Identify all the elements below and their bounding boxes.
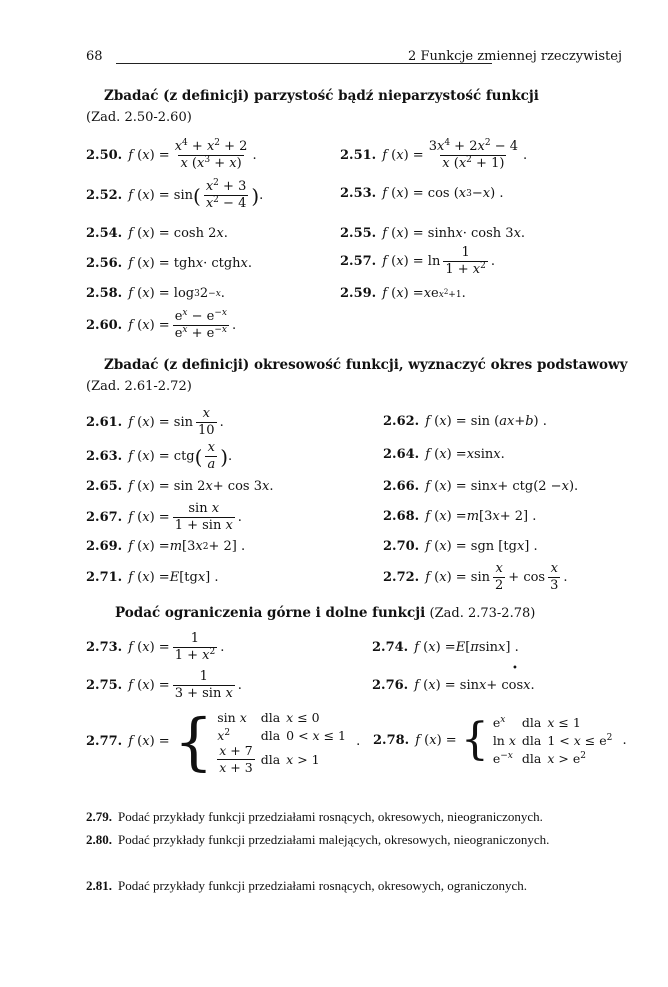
fraction: $\frac{x}{a}$	[207, 440, 216, 472]
exercise-number: 2.53.	[340, 186, 377, 201]
exercise-number: 2.51.	[340, 148, 377, 163]
formula: f	[128, 148, 134, 163]
formula: f	[128, 539, 134, 554]
exercise-2-65: 2.65. f ( x ) = sin 2 x + cos 3 x .	[86, 479, 274, 494]
formula: f	[425, 447, 431, 462]
formula: f	[128, 479, 134, 494]
formula: f	[128, 286, 134, 301]
formula: f	[414, 640, 420, 655]
exercise-number: 2.52.	[86, 188, 123, 203]
task-number: 2.80.	[86, 832, 112, 847]
exercise-2-67: 2.67. f ( x ) = $\frac{\text{sin x}}{\text{1 + sin x}}$ .	[86, 501, 242, 533]
exercise-2-58: 2.58. f ( x ) = log 3 2 −x .	[86, 286, 225, 301]
exercise-number: 2.78.	[373, 732, 410, 748]
exercise-2-51: 2.51. f ( x ) = $\frac{3x^4 + 2x^2 - 4}{x (x^2 + 1)}$ .	[340, 138, 528, 171]
formula: f	[382, 148, 388, 163]
formula: f	[128, 734, 134, 749]
exercise-number: 2.62.	[383, 414, 420, 429]
formula: f	[382, 286, 388, 301]
exercise-number: 2.74.	[372, 640, 409, 655]
exercise-2-71: 2.71. f ( x ) = E [tg x ] .	[86, 570, 219, 585]
exercise-number: 2.57.	[340, 254, 377, 269]
formula: f	[425, 539, 431, 554]
fraction: $\frac{1}{1 + x^2}$	[174, 631, 216, 663]
exercise-number: 2.64.	[383, 447, 420, 462]
exercise-2-73: 2.73. f ( x ) = $\frac{1}{1 + x^2}$ .	[86, 631, 225, 663]
exercise-number: 2.60.	[86, 318, 123, 333]
exercise-2-68: 2.68. f ( x ) = m [3 x + 2] .	[383, 509, 537, 524]
exercise-2-69: 2.69. f ( x ) = m [3 x 2 + 2] .	[86, 539, 246, 554]
formula: f	[128, 318, 134, 333]
formula: f	[128, 188, 134, 203]
task-number: 2.79.	[86, 809, 112, 824]
task-2-81	[86, 874, 630, 897]
formula: f	[382, 226, 388, 241]
piecewise-definition: { sin x dla x ≤ 0 $x^2$ dla 0 < x ≤ 1 $\frac{x + 7}{x + 3}$ dla x > 1	[173, 704, 346, 778]
exercise-2-57: 2.57. f ( x ) = ln $\frac{1}{1 + x^2}$ .	[340, 245, 495, 277]
formula: f	[128, 449, 134, 464]
exercise-number: 2.66.	[383, 479, 420, 494]
exercise-2-62: 2.62. f ( x ) = sin ( ax + b ) .	[383, 414, 547, 429]
fraction: $\frac{x^2 + 3}{x^2 - 4}$	[205, 178, 247, 211]
fraction: $\frac{3x^4 + 2x^2 - 4}{x (x^2 + 1)}$	[428, 138, 518, 171]
exercise-number: 2.72.	[383, 570, 420, 585]
formula: f	[425, 509, 431, 524]
task-number: 2.81.	[86, 878, 112, 893]
exercise-number: 2.71.	[86, 570, 123, 585]
formula: f	[128, 570, 134, 585]
exercise-2-75: 2.75. f ( x ) = $\frac{1}{\text{3 + sin x}}$ .	[86, 669, 242, 701]
section2-range: (Zad. 2.61-2.72)	[86, 379, 192, 394]
exercise-2-74: 2.74. f ( x ) = E [ π sin x ] .	[372, 640, 519, 655]
exercise-2-78: 2.78. f ( x ) = { $e^x$ dla x ≤ 1 ln x dla $1 < x \le e^2$ $e^{-x}$ dla $x > e^2$ .	[373, 714, 627, 766]
task-2-80	[86, 828, 630, 851]
fraction: $\frac{x}{2}$	[495, 561, 504, 593]
exercise-2-76: 2.76. f ( x ) = sin x + cos x .	[372, 678, 535, 693]
task-text: Podać przykłady funkcji przedziałami rosnących, okresowych, nieograniczonych.	[118, 809, 543, 824]
exercise-number: 2.77.	[86, 734, 123, 749]
exercise-2-55: 2.55. f ( x ) = sinh x · cosh 3 x .	[340, 226, 526, 241]
fraction: $\frac{1}{1 + x^2}$	[445, 245, 486, 277]
chapter-title: 2 Funkcje zmiennej rzeczywistej	[408, 49, 622, 64]
exercise-number: 2.58.	[86, 286, 123, 301]
exercise-2-70: 2.70. f ( x ) = sgn [tg x ] .	[383, 539, 538, 554]
fraction: $\frac{\text{sin x}}{\text{1 + sin x}}$	[174, 501, 233, 533]
exercise-number: 2.50.	[86, 148, 123, 163]
exercise-number: 2.65.	[86, 479, 123, 494]
task-2-79	[86, 805, 630, 828]
section3-title: Podać ograniczenia górne i dolne funkcji	[115, 605, 426, 621]
exercise-number: 2.59.	[340, 286, 377, 301]
formula: f	[128, 256, 134, 271]
exercise-2-66: 2.66. f ( x ) = sin x + ctg(2 − x ).	[383, 479, 579, 494]
exercise-2-59: 2.59. f ( x ) = x e $x^2+1$ .	[340, 286, 466, 301]
section3-range: (Zad. 2.73-2.78)	[429, 606, 536, 621]
fraction: $\frac{x}{3}$	[550, 561, 559, 593]
exercise-number: 2.68.	[383, 509, 420, 524]
fraction: $\frac{e^x - e^{-x}}{e^x + e^{-x}}$	[174, 308, 227, 341]
formula: f	[425, 570, 431, 585]
formula: f	[128, 226, 134, 241]
stray-dot: •	[512, 663, 518, 674]
exercise-2-56: 2.56. f ( x ) = tgh x · ctgh x .	[86, 256, 253, 271]
exercise-2-72: 2.72. f ( x ) = sin $\frac{x}{2}$ + cos $\frac{x}{3}$ .	[383, 561, 568, 593]
section1-title: Zbadać (z definicji) parzystość bądź nieparzystość funkcji	[104, 88, 539, 104]
running-header	[86, 49, 622, 71]
exercise-number: 2.56.	[86, 256, 123, 271]
formula: f	[128, 415, 134, 430]
fraction: $\frac{1}{\text{3 + sin x}}$	[174, 669, 233, 701]
exercise-number: 2.54.	[86, 226, 123, 241]
exercise-2-64: 2.64. f ( x ) = x sin x .	[383, 447, 505, 462]
exercise-number: 2.70.	[383, 539, 420, 554]
exercise-number: 2.67.	[86, 510, 123, 525]
exercise-number: 2.73.	[86, 640, 123, 655]
exercise-2-77: 2.77. f ( x ) = { sin x dla x ≤ 0 $x^2$ dla 0 < x ≤ 1 $\frac{x + 7}{x + 3}$ dla x > 1 .	[86, 704, 361, 778]
exercise-2-53: 2.53. f ( x ) = cos ( x 3 − x ) .	[340, 186, 504, 201]
exercise-number: 2.75.	[86, 678, 123, 693]
exercise-2-54: 2.54. f ( x ) = cosh 2 x .	[86, 226, 228, 241]
fraction: $\frac{x^4 + x^2 + 2}{x (x^3 + x)}$	[174, 138, 248, 171]
formula: f	[128, 510, 134, 525]
exercise-number: 2.55.	[340, 226, 377, 241]
exercise-number: 2.69.	[86, 539, 123, 554]
formula: f	[425, 414, 431, 429]
exercise-2-60: 2.60. f ( x ) = $\frac{e^x - e^{-x}}{e^x + e^{-x}}$ .	[86, 308, 237, 341]
section1-range: (Zad. 2.50-2.60)	[86, 110, 192, 125]
exercise-number: 2.76.	[372, 678, 409, 693]
exercise-2-63: 2.63. f ( x ) = ctg ( $\frac{x}{a}$ ) .	[86, 440, 233, 472]
formula: f	[382, 254, 388, 269]
fraction: $\frac{x}{10}$	[198, 406, 215, 438]
section2-title: Zbadać (z definicji) okresowość funkcji, wyznaczyć okres podstawowy	[104, 357, 628, 373]
formula: f	[128, 678, 134, 693]
exercise-number: 2.63.	[86, 449, 123, 464]
task-text: Podać przykłady funkcji przedziałami malejących, okresowych, nieograniczonych.	[118, 832, 550, 847]
task-text: Podać przykłady funkcji przedziałami rosnących, okresowych, ograniczonych.	[118, 878, 527, 893]
section3-heading	[115, 605, 535, 621]
exercise-2-50: 2.50. f ( x ) = $\frac{x^4 + x^2 + 2}{x (x^3 + x)}$ .	[86, 138, 257, 171]
formula: f	[382, 186, 388, 201]
formula: f	[425, 479, 431, 494]
exercise-number: 2.61.	[86, 415, 123, 430]
page-number: 68	[86, 49, 103, 64]
formula: f	[128, 640, 134, 655]
exercise-2-52: 2.52. f ( x ) = sin ( $\frac{x^2 + 3}{x^2 - 4}$ ) .	[86, 178, 264, 211]
formula: f	[415, 732, 421, 748]
piecewise-definition: { $e^x$ dla x ≤ 1 ln x dla $1 < x \le e^2$ $e^{-x}$ dla $x > e^2$	[460, 714, 613, 766]
exercise-2-61: 2.61. f ( x ) = sin $\frac{x}{10}$ .	[86, 406, 224, 438]
formula: f	[414, 678, 420, 693]
